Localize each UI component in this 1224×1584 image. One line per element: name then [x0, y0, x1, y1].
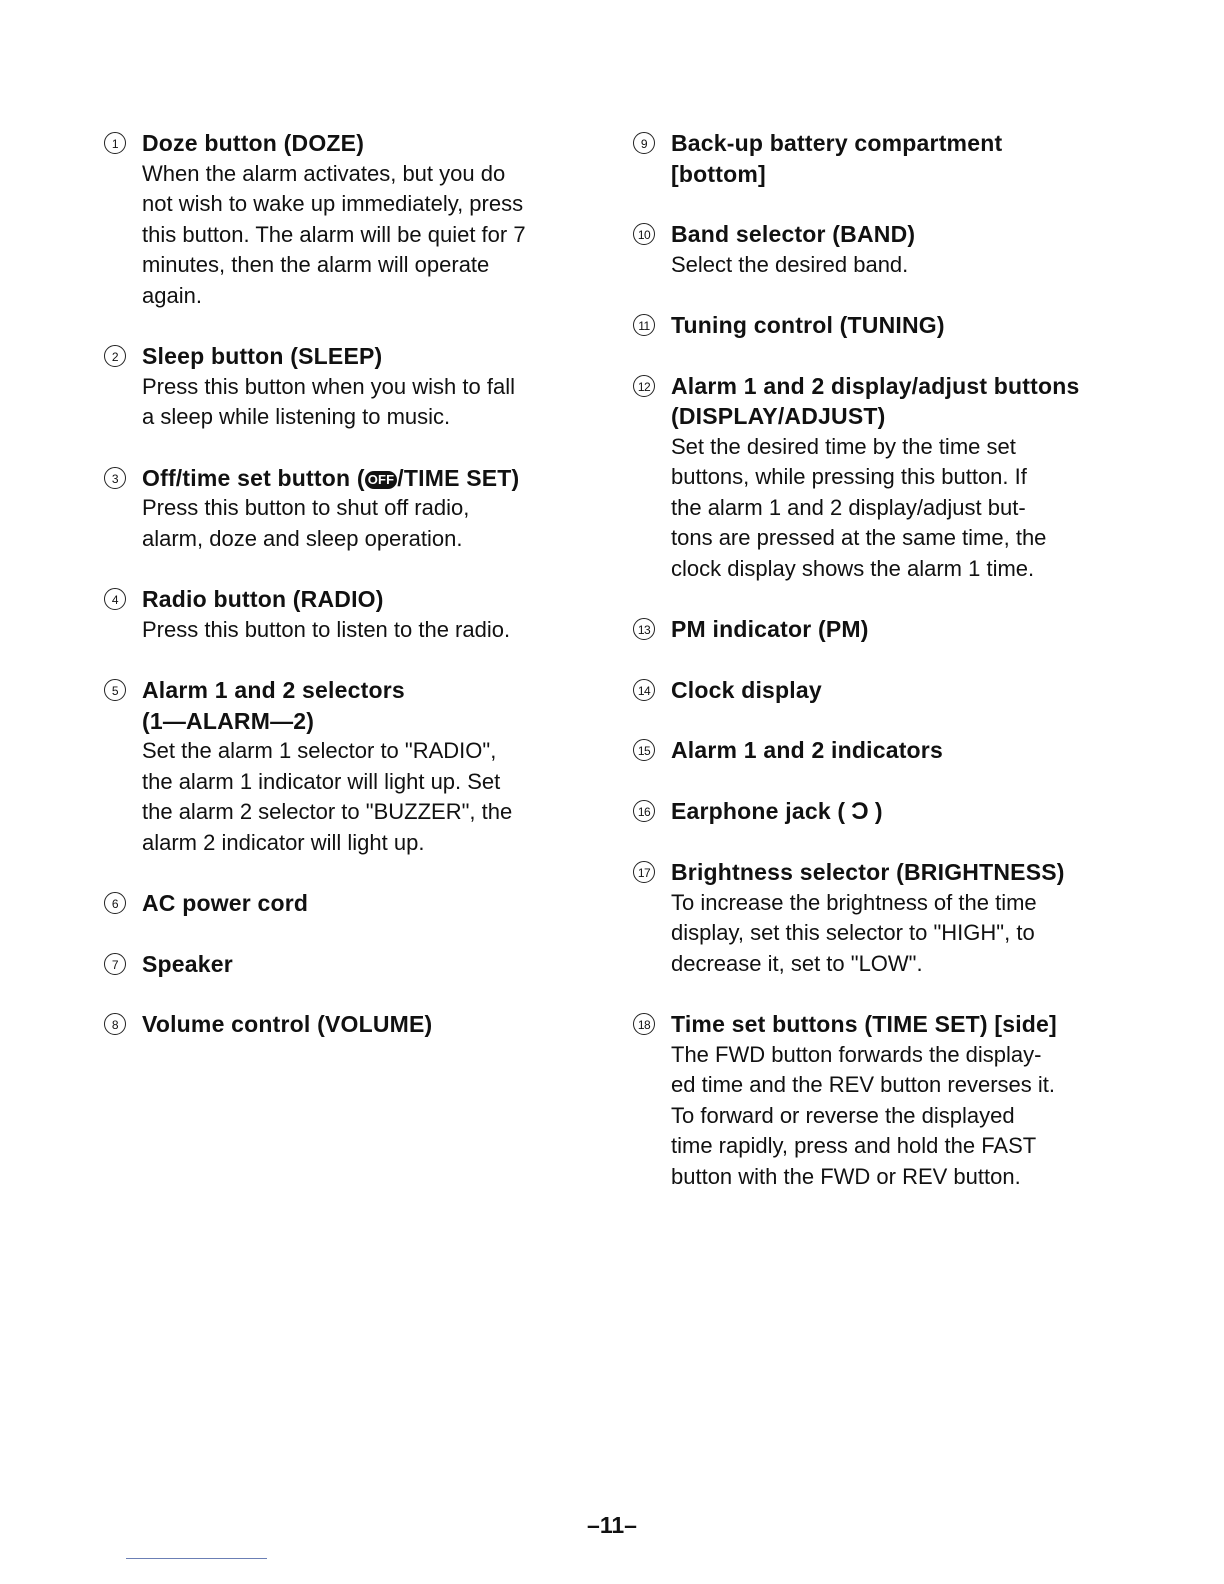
- item-number: 13: [633, 618, 655, 640]
- item-description: When the alarm activates, but you do not wish to wake up immediately, press this button. The alarm will be quiet for 7 minutes, then the alarm will operate again.: [142, 160, 526, 308]
- page-number: –11–: [587, 1512, 637, 1538]
- item-backup-battery: [633, 128, 1101, 189]
- item-title: AC power cord: [142, 890, 309, 916]
- item-title: Back-up battery compartment [bottom]: [671, 130, 1003, 187]
- item-number: 3: [104, 467, 126, 489]
- item-earphone-jack: [633, 796, 1101, 828]
- item-speaker: [104, 949, 566, 980]
- footer-rule: [126, 1558, 267, 1559]
- item-title: Tuning control (TUNING): [671, 312, 945, 338]
- item-time-set-buttons: [633, 1009, 1101, 1192]
- left-column: [104, 128, 566, 1070]
- item-number: 14: [633, 679, 655, 701]
- item-description: Set the desired time by the time set buttons, while pressing this button. If the alarm 1 and 2 display/adjust but- tons are pressed at the same time, the clock display shows the alarm 1 time.: [671, 433, 1047, 581]
- item-number: 6: [104, 892, 126, 914]
- item-title: Sleep button (SLEEP): [142, 343, 383, 369]
- item-volume-control: [104, 1009, 566, 1040]
- item-number: 1: [104, 132, 126, 154]
- item-ac-power-cord: [104, 888, 566, 919]
- item-title: Band selector (BAND): [671, 221, 916, 247]
- item-number: 12: [633, 375, 655, 397]
- item-description: Select the desired band.: [671, 251, 909, 277]
- item-alarm-indicators: [633, 735, 1101, 766]
- item-number: 17: [633, 861, 655, 883]
- item-title: Alarm 1 and 2 indicators: [671, 737, 943, 763]
- item-description: To increase the brightness of the time display, set this selector to "HIGH", to decrease it, set to "LOW".: [671, 889, 1037, 976]
- earphone-icon: Ɔ: [851, 797, 869, 825]
- item-title: Clock display: [671, 676, 822, 703]
- item-number: 10: [633, 223, 655, 245]
- item-number: 4: [104, 588, 126, 610]
- item-doze-button: [104, 128, 566, 311]
- item-description: Press this button when you wish to fall a sleep while listening to music.: [142, 373, 515, 429]
- item-number: 18: [633, 1013, 655, 1035]
- item-number: 11: [633, 314, 655, 336]
- item-description: Press this button to shut off radio, alarm, doze and sleep operation.: [142, 495, 470, 551]
- item-title: Radio button (RADIO): [142, 586, 384, 612]
- item-number: 7: [104, 953, 126, 975]
- item-description: Set the alarm 1 selector to "RADIO", the alarm 1 indicator will light up. Set the alarm 2 selector to "BUZZER", the alarm 2 indicator will light up.: [142, 738, 513, 855]
- item-number: 5: [104, 679, 126, 701]
- item-sleep-button: [104, 341, 566, 433]
- item-title: Brightness selector (BRIGHTNESS): [671, 859, 1065, 885]
- item-title: Speaker: [142, 950, 233, 977]
- item-title: Time set buttons (TIME SET) [side]: [671, 1011, 1057, 1037]
- item-brightness-selector: [633, 857, 1101, 979]
- item-description: The FWD button forwards the display- ed time and the REV button reverses it. To forward or reverse the displayed time rapidly, press and hold the FAST button with the FWD or REV button.: [671, 1041, 1055, 1189]
- item-title: Alarm 1 and 2 display/adjust buttons (DISPLAY/ADJUST): [671, 372, 1080, 429]
- item-display-adjust-buttons: [633, 371, 1101, 585]
- item-title: PM indicator (PM): [671, 616, 869, 642]
- right-column: [633, 128, 1101, 1222]
- item-title: Volume control (VOLUME): [142, 1011, 433, 1037]
- item-title: Alarm 1 and 2 selectors (1—ALARM—2): [142, 677, 405, 734]
- item-number: 8: [104, 1013, 126, 1035]
- item-radio-button: [104, 584, 566, 645]
- item-description: Press this button to listen to the radio.: [142, 616, 511, 642]
- item-clock-display: [633, 675, 1101, 706]
- item-number: 16: [633, 800, 655, 822]
- item-title: Off/time set button ( OFF /TIME SET): [142, 464, 520, 491]
- item-number: 2: [104, 345, 126, 367]
- item-alarm-selectors: [104, 675, 566, 858]
- item-off-time-set-button: [104, 463, 566, 555]
- off-badge-icon: OFF: [365, 471, 398, 489]
- item-title: Earphone jack ( Ɔ ): [671, 797, 883, 825]
- item-title: Doze button (DOZE): [142, 130, 365, 156]
- item-number: 15: [633, 739, 655, 761]
- item-band-selector: [633, 219, 1101, 280]
- item-number: 9: [633, 132, 655, 154]
- item-pm-indicator: [633, 614, 1101, 645]
- item-tuning-control: [633, 310, 1101, 341]
